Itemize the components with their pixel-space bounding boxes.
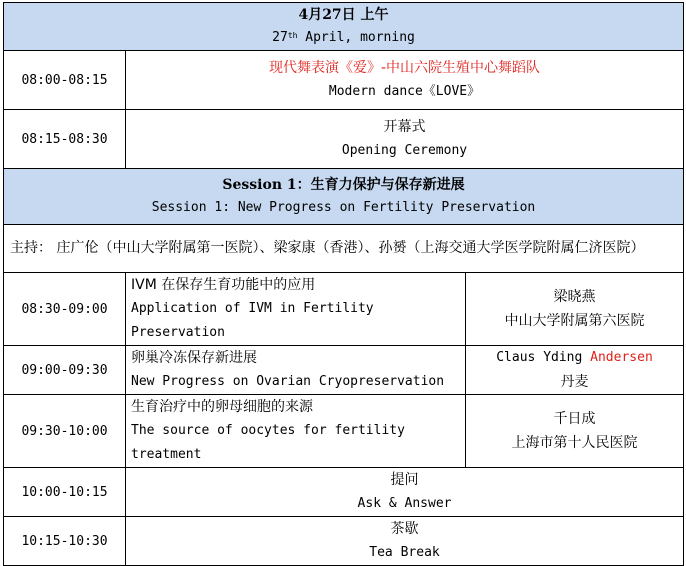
time-cell: 09:30-10:00 bbox=[4, 395, 126, 468]
event-title-en: Modern dance《LOVE》 bbox=[328, 84, 481, 99]
hosts-cell: 主持： 庄广伦（中山大学附属第一医院）、梁家康（香港）、孙赟（上海交通大学医学院附属仁济医院） bbox=[4, 225, 684, 273]
time-cell: 08:00-08:15 bbox=[4, 51, 126, 110]
talk-title-en-continued: Preservation bbox=[131, 325, 225, 340]
session-header-cell bbox=[4, 169, 684, 225]
date-en-suffix: th bbox=[287, 30, 298, 40]
speaker-cell bbox=[466, 273, 684, 346]
break-title-cn: 提问 bbox=[390, 472, 419, 488]
date-en-rest: April, morning bbox=[297, 29, 415, 45]
talk-row bbox=[4, 395, 684, 468]
event-title-cn: 开幕式 bbox=[383, 119, 426, 135]
date-header-cell bbox=[4, 3, 684, 51]
time-cell: 10:00-10:15 bbox=[4, 468, 126, 517]
talk-title-cell bbox=[126, 346, 466, 395]
break-row bbox=[4, 517, 684, 566]
speaker-first-name: Claus Yding bbox=[496, 350, 591, 365]
speaker-affiliation: 上海市第十人民医院 bbox=[511, 435, 638, 451]
session-header-row bbox=[4, 169, 684, 225]
schedule-row bbox=[4, 110, 684, 169]
break-title-en: Ask & Answer bbox=[357, 496, 452, 511]
time-cell: 09:00-09:30 bbox=[4, 346, 126, 395]
talk-title-cell bbox=[126, 395, 466, 468]
event-cell bbox=[126, 110, 684, 169]
speaker-affiliation: 丹麦 bbox=[560, 374, 589, 390]
schedule-row bbox=[4, 51, 684, 110]
talk-title-en: New Progress on Ovarian Cryopreservation bbox=[131, 374, 445, 389]
talk-title-en: The source of oocytes for fertility bbox=[131, 423, 405, 438]
date-header-row bbox=[4, 3, 684, 51]
date-cn: 4月27日 上午 bbox=[298, 6, 389, 23]
time-cell: 10:15-10:30 bbox=[4, 517, 126, 566]
talk-title-cn: 生育治疗中的卵母细胞的来源 bbox=[131, 399, 313, 415]
hosts-row bbox=[4, 225, 684, 273]
speaker-cell bbox=[466, 395, 684, 468]
event-title-cn: 现代舞表演《爱》-中山六院生殖中心舞蹈队 bbox=[268, 60, 541, 76]
talk-title-en: Application of IVM in Fertility bbox=[131, 301, 374, 316]
speaker-name bbox=[466, 346, 683, 370]
session-title-cn: Session 1：生育力保护与保存新进展 bbox=[222, 176, 465, 193]
speaker-name: 梁晓燕 bbox=[553, 289, 596, 305]
break-cell bbox=[126, 517, 684, 566]
talk-title-cell bbox=[126, 273, 466, 346]
schedule-table bbox=[3, 2, 684, 566]
talk-title-cn: IVM 在保存生育功能中的应用 bbox=[131, 277, 316, 293]
speaker-cell bbox=[466, 346, 684, 395]
session-title-en: Session 1: New Progress on Fertility Preservation bbox=[151, 199, 536, 215]
event-cell bbox=[126, 51, 684, 110]
break-row bbox=[4, 468, 684, 517]
date-en-day: 27 bbox=[272, 29, 288, 45]
talk-title-cn: 卵巢冷冻保存新进展 bbox=[131, 350, 257, 366]
break-title-en: Tea Break bbox=[369, 545, 440, 560]
talk-title-en-continued: treatment bbox=[131, 447, 202, 462]
date-en bbox=[4, 26, 683, 50]
speaker-affiliation: 中山大学附属第六医院 bbox=[504, 313, 645, 329]
time-cell: 08:30-09:00 bbox=[4, 273, 126, 346]
time-cell: 08:15-08:30 bbox=[4, 110, 126, 169]
speaker-name: 千日成 bbox=[553, 411, 596, 427]
break-cell bbox=[126, 468, 684, 517]
talk-row bbox=[4, 346, 684, 395]
event-title-en: Opening Ceremony bbox=[341, 143, 468, 158]
talk-row bbox=[4, 273, 684, 346]
speaker-last-name: Andersen bbox=[590, 350, 653, 365]
break-title-cn: 茶歇 bbox=[390, 521, 419, 537]
